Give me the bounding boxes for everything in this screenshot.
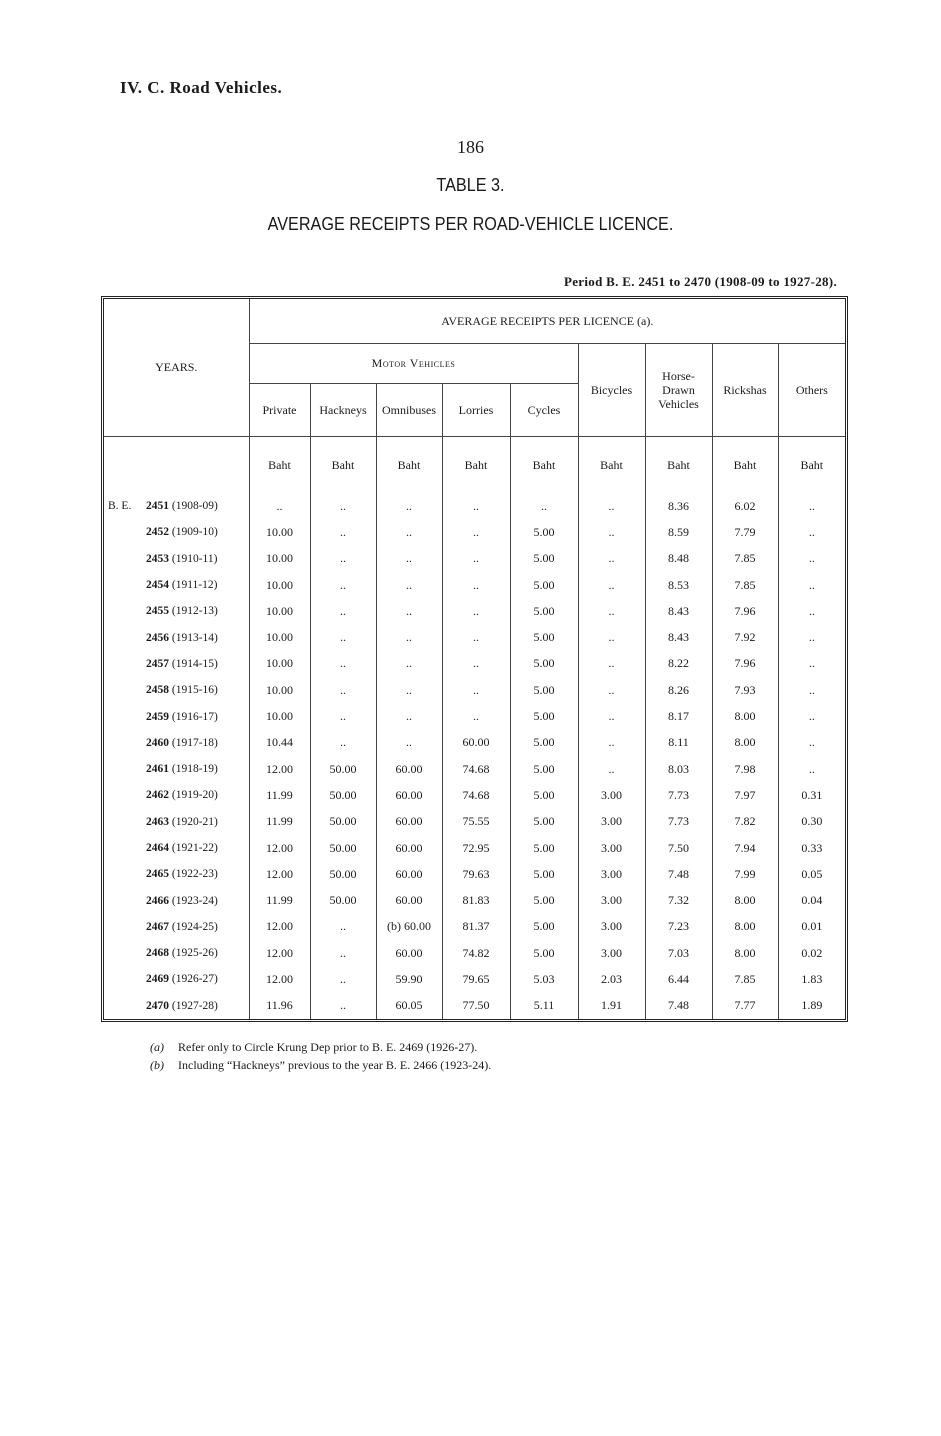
value-cell: 8.43 (645, 598, 712, 624)
value-cell: .. (310, 993, 376, 1019)
table-row (104, 861, 845, 887)
value-cell: 5.00 (510, 861, 578, 887)
value-cell: .. (778, 703, 845, 729)
unit-label: Baht (712, 437, 778, 494)
be-year: 2458 (146, 684, 169, 697)
value-cell: .. (376, 730, 442, 756)
table-row (104, 493, 845, 519)
year-cell (104, 651, 249, 677)
table-row (104, 677, 845, 703)
footnote-mark: (b) (150, 1058, 164, 1072)
years-header: YEARS. (104, 299, 249, 437)
value-cell: .. (442, 598, 510, 624)
value-cell: 7.73 (645, 782, 712, 808)
ad-year: (1924-25) (171, 920, 218, 933)
group-header: AVERAGE RECEIPTS PER LICENCE (a). (249, 299, 845, 344)
value-cell: 6.02 (712, 493, 778, 519)
value-cell: 7.79 (712, 519, 778, 545)
value-cell: 8.00 (712, 940, 778, 966)
ad-year: (1916-17) (171, 710, 218, 723)
ad-year: (1926-27) (171, 973, 218, 986)
value-cell: .. (310, 730, 376, 756)
col-header-cycles: Cycles (510, 384, 578, 437)
be-year: 2464 (146, 842, 169, 854)
footnotes (150, 1038, 491, 1074)
period-note: Period B. E. 2451 to 2470 (1908-09 to 1927-28). (564, 274, 837, 289)
value-cell: 7.32 (645, 887, 712, 913)
value-cell: 0.05 (778, 861, 845, 887)
value-cell: 7.85 (712, 572, 778, 598)
table-row (104, 887, 845, 913)
value-cell: .. (778, 677, 845, 703)
value-cell: .. (310, 651, 376, 677)
value-cell: .. (578, 624, 645, 650)
value-cell: 5.00 (510, 546, 578, 572)
value-cell: .. (310, 703, 376, 729)
value-cell: 60.00 (376, 861, 442, 887)
value-cell: 5.00 (510, 677, 578, 703)
value-cell: 0.01 (778, 914, 845, 940)
value-cell: 74.68 (442, 782, 510, 808)
col-header-lorries: Lorries (442, 384, 510, 437)
value-cell: 0.04 (778, 887, 845, 913)
value-cell: 8.36 (645, 493, 712, 519)
value-cell: 8.53 (645, 572, 712, 598)
value-cell: .. (778, 756, 845, 782)
value-cell: 7.03 (645, 940, 712, 966)
col-header-others: Others (778, 344, 845, 437)
value-cell: 5.00 (510, 809, 578, 835)
ad-year: (1920-21) (171, 815, 218, 828)
value-cell: 5.00 (510, 730, 578, 756)
value-cell: 5.11 (510, 993, 578, 1019)
footnote-mark: (a) (150, 1040, 164, 1054)
value-cell: 10.00 (249, 598, 310, 624)
value-cell: 8.59 (645, 519, 712, 545)
value-cell: 7.77 (712, 993, 778, 1019)
value-cell: 5.00 (510, 598, 578, 624)
ad-year: (1922-23) (171, 868, 218, 881)
footnote-a (150, 1038, 491, 1056)
value-cell: 5.00 (510, 940, 578, 966)
year-cell (104, 782, 249, 808)
ad-year: (1912-13) (171, 605, 218, 618)
value-cell: 7.23 (645, 914, 712, 940)
value-cell: 50.00 (310, 835, 376, 861)
table-row (104, 782, 845, 808)
value-cell: 12.00 (249, 756, 310, 782)
value-cell: .. (310, 677, 376, 703)
value-cell: .. (778, 546, 845, 572)
value-cell: 1.83 (778, 966, 845, 992)
be-year: 2453 (146, 552, 169, 565)
value-cell: 50.00 (310, 782, 376, 808)
value-cell: 12.00 (249, 861, 310, 887)
value-cell: .. (376, 493, 442, 519)
value-cell: .. (310, 940, 376, 966)
value-cell: 8.17 (645, 703, 712, 729)
receipts-table (104, 299, 845, 1019)
value-cell: 12.00 (249, 940, 310, 966)
ad-year: (1909-10) (171, 526, 218, 539)
year-cell (104, 966, 249, 992)
be-year: 2463 (146, 815, 169, 828)
ad-year: (1908-09) (171, 500, 218, 513)
value-cell: 7.82 (712, 809, 778, 835)
year-cell (104, 598, 249, 624)
year-cell (104, 887, 249, 913)
value-cell: 1.89 (778, 993, 845, 1019)
value-cell: 50.00 (310, 756, 376, 782)
value-cell: .. (376, 677, 442, 703)
value-cell: 7.73 (645, 809, 712, 835)
value-cell: 5.00 (510, 703, 578, 729)
ad-year: (1925-26) (171, 947, 218, 960)
value-cell: 0.02 (778, 940, 845, 966)
value-cell: 60.00 (376, 940, 442, 966)
table-row (104, 966, 845, 992)
year-cell (104, 493, 249, 519)
ad-year: (1917-18) (171, 736, 218, 749)
value-cell: .. (578, 756, 645, 782)
be-year: 2452 (146, 526, 169, 539)
be-year: 2462 (146, 789, 169, 802)
units-row (104, 437, 845, 494)
value-cell: 10.00 (249, 572, 310, 598)
value-cell: 12.00 (249, 966, 310, 992)
be-year: 2468 (146, 947, 169, 960)
value-cell: 5.00 (510, 756, 578, 782)
year-cell (104, 835, 249, 861)
year-cell (104, 572, 249, 598)
ad-year: (1923-24) (171, 894, 218, 907)
value-cell: .. (578, 677, 645, 703)
year-cell (104, 730, 249, 756)
col-header-hackneys: Hackneys (310, 384, 376, 437)
unit-label: Baht (376, 437, 442, 494)
ad-year: (1911-12) (171, 579, 218, 592)
col-header-private: Private (249, 384, 310, 437)
value-cell: .. (578, 651, 645, 677)
unit-label: Baht (310, 437, 376, 494)
value-cell: 11.96 (249, 993, 310, 1019)
value-cell: .. (442, 677, 510, 703)
value-cell: 1.91 (578, 993, 645, 1019)
value-cell: .. (778, 493, 845, 519)
value-cell: 8.48 (645, 546, 712, 572)
be-year: 2470 (146, 999, 169, 1012)
value-cell: 11.99 (249, 782, 310, 808)
value-cell: .. (310, 914, 376, 940)
value-cell: 60.00 (376, 887, 442, 913)
be-year: 2467 (146, 920, 169, 933)
era-prefix: B. E. (108, 500, 132, 513)
value-cell: 7.50 (645, 835, 712, 861)
value-cell: 74.68 (442, 756, 510, 782)
col-header-omnibuses: Omnibuses (376, 384, 442, 437)
value-cell: .. (578, 493, 645, 519)
ad-year: (1918-19) (171, 763, 218, 776)
value-cell: .. (578, 598, 645, 624)
value-cell: 3.00 (578, 861, 645, 887)
value-cell: 0.33 (778, 835, 845, 861)
value-cell: .. (376, 519, 442, 545)
value-cell: 81.37 (442, 914, 510, 940)
value-cell: 60.00 (376, 835, 442, 861)
value-cell: 10.00 (249, 651, 310, 677)
footnote-b (150, 1056, 491, 1074)
be-year: 2466 (146, 894, 169, 907)
value-cell: 8.03 (645, 756, 712, 782)
value-cell: 8.00 (712, 703, 778, 729)
table-label: TABLE 3. (436, 175, 505, 195)
motor-vehicles-header: Motor Vehicles (249, 344, 578, 384)
value-cell: 0.30 (778, 809, 845, 835)
table-row (104, 940, 845, 966)
section-title: IV. C. Road Vehicles. (120, 78, 283, 97)
value-cell: 50.00 (310, 887, 376, 913)
value-cell: .. (376, 651, 442, 677)
value-cell: .. (578, 519, 645, 545)
value-cell: 50.00 (310, 861, 376, 887)
be-year: 2465 (146, 868, 169, 881)
table-row (104, 730, 845, 756)
value-cell: 5.00 (510, 782, 578, 808)
be-year: 2461 (146, 763, 169, 776)
value-cell: 7.85 (712, 546, 778, 572)
be-year: 2451 (146, 500, 169, 513)
value-cell: 5.00 (510, 572, 578, 598)
value-cell: 11.99 (249, 809, 310, 835)
table-row (104, 546, 845, 572)
value-cell: 5.00 (510, 914, 578, 940)
ad-year: (1921-22) (171, 842, 218, 854)
value-cell: .. (376, 624, 442, 650)
table-row (104, 519, 845, 545)
value-cell: .. (442, 493, 510, 519)
value-cell: 3.00 (578, 782, 645, 808)
value-cell: 3.00 (578, 809, 645, 835)
footnote-text: Including “Hackneys” previous to the year B. E. 2466 (1923-24). (178, 1058, 492, 1072)
value-cell: 7.48 (645, 993, 712, 1019)
value-cell: .. (310, 572, 376, 598)
value-cell: 79.63 (442, 861, 510, 887)
year-cell (104, 914, 249, 940)
value-cell: .. (442, 546, 510, 572)
value-cell: 8.00 (712, 887, 778, 913)
value-cell: .. (778, 572, 845, 598)
value-cell: 3.00 (578, 835, 645, 861)
value-cell: .. (310, 624, 376, 650)
value-cell: 10.44 (249, 730, 310, 756)
value-cell: 8.11 (645, 730, 712, 756)
value-cell: 60.00 (376, 756, 442, 782)
unit-label: Baht (578, 437, 645, 494)
value-cell: 8.22 (645, 651, 712, 677)
value-cell: 81.83 (442, 887, 510, 913)
be-year: 2459 (146, 710, 169, 723)
value-cell: 10.00 (249, 677, 310, 703)
be-year: 2469 (146, 973, 169, 986)
value-cell: .. (376, 572, 442, 598)
value-cell: .. (310, 546, 376, 572)
value-cell: 74.82 (442, 940, 510, 966)
value-cell: 12.00 (249, 914, 310, 940)
value-cell: 7.96 (712, 598, 778, 624)
value-cell: 59.90 (376, 966, 442, 992)
value-cell: 7.92 (712, 624, 778, 650)
value-cell: 10.00 (249, 703, 310, 729)
year-cell (104, 861, 249, 887)
value-cell: 8.00 (712, 914, 778, 940)
value-cell: 5.00 (510, 887, 578, 913)
be-year: 2460 (146, 736, 169, 749)
value-cell: 7.85 (712, 966, 778, 992)
value-cell: .. (778, 651, 845, 677)
unit-label: Baht (510, 437, 578, 494)
value-cell: (b) 60.00 (376, 914, 442, 940)
year-cell (104, 809, 249, 835)
year-cell (104, 624, 249, 650)
value-cell: 10.00 (249, 546, 310, 572)
table-row (104, 624, 845, 650)
value-cell: 5.00 (510, 651, 578, 677)
value-cell: 0.31 (778, 782, 845, 808)
value-cell: .. (578, 703, 645, 729)
table-row (104, 756, 845, 782)
table-row (104, 598, 845, 624)
table-title: AVERAGE RECEIPTS PER ROAD-VEHICLE LICENCE. (267, 214, 674, 234)
value-cell: .. (442, 651, 510, 677)
table-row (104, 835, 845, 861)
ad-year: (1919-20) (171, 789, 218, 802)
value-cell: 77.50 (442, 993, 510, 1019)
table-row (104, 809, 845, 835)
value-cell: 10.00 (249, 624, 310, 650)
value-cell: 7.93 (712, 677, 778, 703)
value-cell: 8.00 (712, 730, 778, 756)
value-cell: .. (376, 703, 442, 729)
col-header-horse-drawn: Horse-Drawn Vehicles (645, 344, 712, 437)
table-row (104, 572, 845, 598)
year-cell (104, 940, 249, 966)
footnote-text: Refer only to Circle Krung Dep prior to B. E. 2469 (1926-27). (178, 1040, 478, 1054)
value-cell: 7.94 (712, 835, 778, 861)
value-cell: .. (442, 624, 510, 650)
be-year: 2456 (146, 631, 169, 644)
value-cell: .. (442, 703, 510, 729)
ad-year: (1927-28) (171, 999, 218, 1012)
year-cell (104, 519, 249, 545)
value-cell: .. (578, 730, 645, 756)
value-cell: 5.00 (510, 624, 578, 650)
unit-label: Baht (645, 437, 712, 494)
table-row (104, 703, 845, 729)
col-header-rickshas: Rickshas (712, 344, 778, 437)
value-cell: .. (310, 966, 376, 992)
unit-label: Baht (442, 437, 510, 494)
value-cell: 8.26 (645, 677, 712, 703)
value-cell: 3.00 (578, 914, 645, 940)
table-row (104, 651, 845, 677)
table-row (104, 914, 845, 940)
value-cell: .. (310, 598, 376, 624)
be-year: 2454 (146, 579, 169, 592)
page-number: 186 (457, 137, 484, 157)
value-cell: .. (310, 493, 376, 519)
value-cell: .. (376, 546, 442, 572)
value-cell: .. (442, 519, 510, 545)
value-cell: 60.00 (442, 730, 510, 756)
value-cell: 5.00 (510, 835, 578, 861)
year-cell (104, 677, 249, 703)
value-cell: 11.99 (249, 887, 310, 913)
value-cell: 12.00 (249, 835, 310, 861)
value-cell: 79.65 (442, 966, 510, 992)
value-cell: 7.48 (645, 861, 712, 887)
unit-label: Baht (778, 437, 845, 494)
value-cell: 10.00 (249, 519, 310, 545)
value-cell: 8.43 (645, 624, 712, 650)
value-cell: 60.00 (376, 782, 442, 808)
value-cell: 60.05 (376, 993, 442, 1019)
year-cell (104, 703, 249, 729)
value-cell: 7.99 (712, 861, 778, 887)
value-cell: .. (249, 493, 310, 519)
value-cell: 75.55 (442, 809, 510, 835)
value-cell: 6.44 (645, 966, 712, 992)
value-cell: 5.00 (510, 519, 578, 545)
value-cell: 2.03 (578, 966, 645, 992)
value-cell: 7.96 (712, 651, 778, 677)
value-cell: 5.03 (510, 966, 578, 992)
value-cell: .. (578, 572, 645, 598)
value-cell: .. (778, 598, 845, 624)
ad-year: (1913-14) (171, 631, 218, 644)
value-cell: 50.00 (310, 809, 376, 835)
value-cell: .. (578, 546, 645, 572)
value-cell: .. (778, 624, 845, 650)
be-year: 2455 (146, 605, 169, 618)
value-cell: .. (442, 572, 510, 598)
value-cell: 7.97 (712, 782, 778, 808)
ad-year: (1915-16) (171, 684, 218, 697)
unit-label: Baht (249, 437, 310, 494)
value-cell: 60.00 (376, 809, 442, 835)
year-cell (104, 756, 249, 782)
ad-year: (1910-11) (171, 552, 218, 565)
year-cell (104, 546, 249, 572)
value-cell: 72.95 (442, 835, 510, 861)
be-year: 2457 (146, 657, 169, 670)
value-cell: 3.00 (578, 940, 645, 966)
year-cell (104, 993, 249, 1019)
value-cell: .. (310, 519, 376, 545)
ad-year: (1914-15) (171, 657, 218, 670)
value-cell: .. (510, 493, 578, 519)
value-cell: 7.98 (712, 756, 778, 782)
value-cell: .. (376, 598, 442, 624)
value-cell: .. (778, 519, 845, 545)
col-header-bicycles: Bicycles (578, 344, 645, 437)
table-row (104, 993, 845, 1019)
value-cell: .. (778, 730, 845, 756)
value-cell: 3.00 (578, 887, 645, 913)
